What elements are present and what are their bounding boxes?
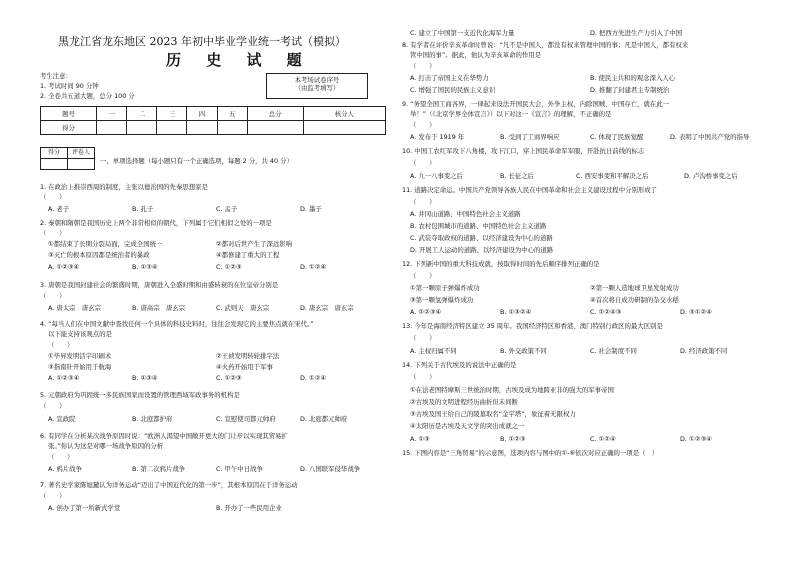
statement: ③第一颗氢弹爆炸成功 [410, 296, 474, 304]
answer-blank: （ ） [40, 492, 66, 500]
answer-blank: （ ） [410, 198, 436, 206]
answer-blank: （ ） [410, 121, 436, 129]
score-cell: 二 [127, 107, 157, 121]
option: A. ①②③④ [48, 263, 80, 271]
option: D. 唐玄宗 唐玄宗 [300, 304, 354, 312]
option: A. 创办了第一所新式学堂 [48, 504, 121, 512]
statement: ②第一颗人造地球卫星发射成功 [590, 284, 679, 292]
subject-title: 历 史 试 题 [166, 51, 312, 69]
question-6: 6. 有同学在分析某次战争原因时说：“欧洲人渴望中国敞开更大的门让步以实现其贸易扩 [40, 432, 288, 440]
option: C. 建立了中国第一支近代化海军力量 [410, 29, 515, 37]
option: C. ①②③ [216, 374, 242, 382]
option: D. 卢沟桥事变之后 [684, 172, 738, 180]
option: D. ①②④ [300, 374, 327, 382]
option: C. 增强了国民的民族主义意识 [410, 86, 496, 94]
score-cell [303, 121, 385, 135]
option: C. ①②④ [590, 435, 616, 443]
question-9-cont: 举！”（《北京学界全体宣言》）以下对这一《宣言》的理解，不正确的是 [410, 110, 612, 118]
answer-blank: （ ） [40, 193, 66, 201]
question-3: 3. 唐朝是我国封建社会的繁盛时期，唐朝进入全盛时期和由盛转衰的在位皇帝分别是 [40, 281, 279, 289]
grader-cell: 得分 [41, 148, 68, 159]
option: B. ①③②④ [500, 308, 532, 316]
exam-title: 黑龙江省龙东地区 2023 年初中毕业学业统一考试（模拟） [58, 35, 346, 48]
option: A. 宣政院 [48, 415, 76, 423]
statement: ③古埃及国王给自己的陵墓取名“金字塔”，象征着无限权力 [410, 410, 576, 418]
option: D. 北庭都元帅府 [300, 415, 348, 423]
grader-table [40, 147, 95, 170]
notice-item: 1. 考试时间 90 分钟 [40, 82, 99, 90]
statement: ②古埃及的文明进程经历曲折但未间断 [410, 398, 518, 406]
option: D. 把西方先进生产力引入了中国 [590, 29, 683, 37]
question-15: 15. 下图内容是“三角贸易”的示意图，选项内容与图中的①-⑥依次对应正确的一项是（ ） [402, 449, 659, 457]
question-9: 9. “务望全国工商各界，一律起来设法开国民大会，外争主权，内除国贼，中国存亡，就在此一 [402, 100, 670, 108]
question-8: 8. 有学者在评价辛亥革命时曾说：“凡不是中国人，都没有权来管理中国的事；凡是中国人，都有权来 [402, 41, 689, 49]
option: B. 孔子 [132, 205, 154, 213]
option: D. 墨子 [300, 205, 322, 213]
score-cell: 题号 [41, 107, 97, 121]
question-8-cont: 管中国的事”。据此，他认为辛亥革命的作用是 [410, 51, 542, 59]
question-7: 7. 著名史学家陈旭麓认为洋务运动“迈出了中国近代化的第一步”，其根本原因在于洋务运动 [40, 481, 298, 489]
option: D. 开展工人运动的道路、以经济建设为中心的道路 [410, 246, 554, 254]
statement: ③指南针开始用于航海 [48, 363, 112, 371]
question-11: 11. 道路决定命运。中国共产党领导各族人民在中国革命和社会主义建设过程中分别形成了 [402, 186, 658, 194]
statement: ①在法老图特摩斯三世统治时期，古埃及成为地跨亚非的强大的军事帝国 [410, 386, 614, 394]
option: A. 唐太宗 唐玄宗 [48, 304, 102, 312]
question-6-cont: 张。”你认为这是对哪一场战争原因的分析 [48, 442, 164, 450]
option: C. 社会制度不同 [590, 347, 637, 355]
option: D. 推翻了封建君主专制统治 [590, 86, 670, 94]
grader-cell: 评卷人 [68, 148, 95, 159]
option: C. 宣慰使司都元帅府 [216, 415, 276, 423]
score-table [40, 106, 386, 135]
answer-blank: （ ） [410, 159, 436, 167]
statement: ①毕昇发明活字印刷术 [48, 352, 112, 360]
answer-blank: （ ） [40, 229, 66, 237]
seat-number-box [266, 73, 368, 99]
option: C. ①②④③ [590, 308, 622, 316]
score-cell [247, 121, 303, 135]
option: B. 第二次鸦片战争 [132, 465, 186, 473]
option: A. ①②③④ [48, 374, 80, 382]
statement: ①都结束了长期分裂局面，完成全国统一 [48, 240, 163, 248]
option: D. 表明了中国共产党的指导 [670, 133, 750, 141]
score-table-header-row [41, 107, 386, 121]
option: C. 西安事变和平解决之后 [576, 172, 649, 180]
answer-blank: （ ） [410, 373, 436, 381]
option: C. 孟子 [216, 205, 238, 213]
section-title: 一、单项选择题（每小题只有一个正确选项，每题 2 分，共 40 分） [100, 157, 293, 165]
question-4: 4. “每当人们在中国文献中查找任何一个具体的科技史料时，往往会发现它的主要焦点就在宋代。” [40, 320, 314, 328]
seat-label-note: （由监考填写） [294, 84, 340, 92]
option: C. ①②③ [216, 263, 242, 271]
option: A. 发布于 1919 年 [410, 133, 465, 141]
notice-item: 2. 全卷共五道大题，总分 100 分 [40, 92, 135, 100]
question-4-cont: 以下能支持该观点的是 [48, 330, 112, 338]
statement: ①第一颗原子弹爆炸成功 [410, 284, 480, 292]
score-cell: 一 [97, 107, 127, 121]
option: A. 鸦片战争 [48, 465, 82, 473]
option: B. ①③④ [132, 374, 158, 382]
score-cell [127, 121, 157, 135]
grader-cell [41, 159, 68, 170]
option: B. 北庭都护府 [132, 415, 173, 423]
option: B. 长征之后 [500, 172, 535, 180]
answer-blank: （ ） [48, 453, 74, 461]
score-cell: 四 [187, 107, 217, 121]
option: B. 外交政策不同 [500, 347, 547, 355]
question-13: 13. 今年是海南经济特区建立 35 周年。我国经济特区和香港、澳门特别行政区的最大区别是 [402, 322, 663, 330]
score-cell [217, 121, 247, 135]
question-5: 5. 元朝政府为巩固统一多民族国家而设置的管理西域军政事务的机构是 [40, 391, 240, 399]
question-2: 2. 秦朝和隋朝是我国历史上两个非常相似的朝代，下列属于它们相似之处的一项是 [40, 219, 272, 227]
option: A. 打击了帝国主义在华势力 [410, 74, 489, 82]
answer-blank: （ ） [40, 292, 66, 300]
option: A. ①②③④ [410, 308, 442, 316]
answer-blank: （ ） [48, 341, 74, 349]
option: B. 农村包围城市的道路、中国特色社会主义道路 [410, 222, 547, 230]
option: B. 开办了一些民用企业 [216, 504, 282, 512]
option: B. 使民主共和的观念深入人心 [590, 74, 676, 82]
answer-blank: （ ） [40, 402, 66, 410]
score-table-score-row [41, 121, 386, 135]
seat-label: 本考场试卷序号 [294, 76, 340, 84]
notice-block [40, 72, 135, 102]
score-cell: 得分 [41, 121, 97, 135]
question-14: 14. 下列关于古代埃及的说法中正确的是 [402, 361, 517, 369]
question-1: 1. 在政治上推崇西周的制度，主张以德治国的先秦思想家是 [40, 183, 208, 191]
option: B. 唐高宗 唐玄宗 [132, 304, 186, 312]
statement: ④火药开始用于军事 [216, 363, 273, 371]
option: B. ①③④ [132, 263, 158, 271]
option: B. ①②③ [500, 435, 526, 443]
score-cell [157, 121, 187, 135]
option: A. 井冈山道路、中国特色社会主义道路 [410, 210, 521, 218]
grader-cell [68, 159, 95, 170]
score-cell: 三 [157, 107, 187, 121]
statement: ④首次将自成功研制的杂交水稻 [590, 296, 679, 304]
option: D. ①②③④ [680, 435, 712, 443]
statement: ③灭亡的根本原因都是统治者的暴政 [48, 251, 150, 259]
statement: ②王祯发明转轮排字法 [216, 352, 280, 360]
notice-title: 考生注意： [40, 72, 72, 80]
answer-blank: （ ） [410, 62, 436, 70]
score-cell: 核分人 [303, 107, 385, 121]
option: A. 老子 [48, 205, 70, 213]
score-cell: 五 [217, 107, 247, 121]
score-cell [97, 121, 127, 135]
answer-blank: （ ） [410, 334, 436, 342]
option: C. 体现了民族觉醒 [590, 133, 644, 141]
option: D. 八国联军侵华战争 [300, 465, 361, 473]
option: B. 受到了工商界响应 [500, 133, 560, 141]
option: D. ③①②④ [680, 308, 712, 316]
option: A. 九一八事变之后 [410, 172, 464, 180]
option: D. 经济政策不同 [680, 347, 728, 355]
option: C. 武装夺取政权的道路、以经济建设为中心的道路 [410, 234, 553, 242]
option: D. ①②④ [300, 263, 327, 271]
question-10: 10. 中国工农红军攻下八角楼，攻下江口，穿上国民革命军军服，开赴抗日前线的标志 [402, 147, 645, 155]
option: A. ①③ [410, 435, 430, 443]
statement: ④太阳历是古埃及天文学的突出成就之一 [410, 422, 525, 430]
score-cell: 总分 [247, 107, 303, 121]
answer-blank: （ ） [410, 272, 436, 280]
statement: ④都修建了重大的工程 [216, 251, 280, 259]
score-cell [187, 121, 217, 135]
option: C. 武则天 唐玄宗 [216, 304, 270, 312]
statement: ②都对后世产生了深远影响 [216, 240, 293, 248]
question-12: 12. 下列新中国的重大科技成就，按取得时间的先后顺序排列正确的是 [402, 260, 600, 268]
option: A. 主权归属不同 [410, 347, 457, 355]
option: C. 甲午中日战争 [216, 465, 263, 473]
